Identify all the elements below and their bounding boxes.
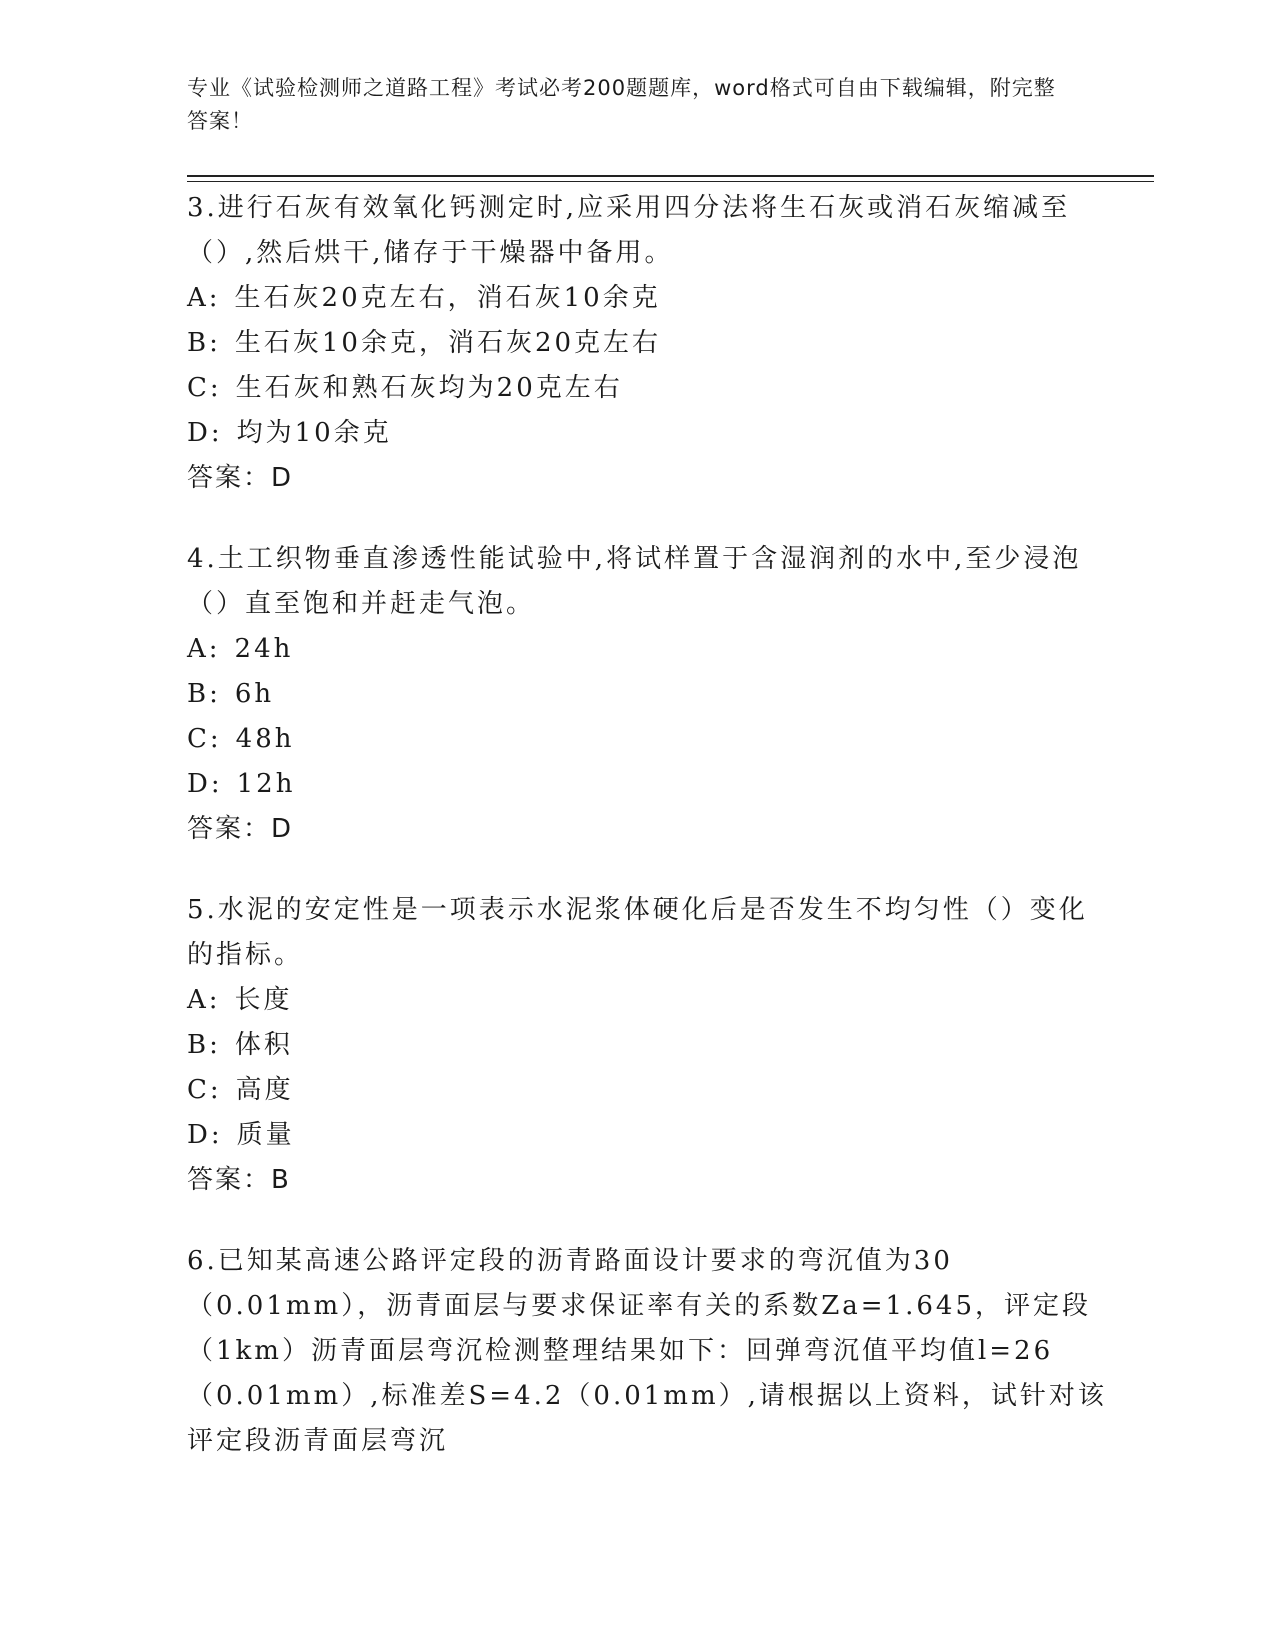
option-text: 6h (234, 679, 275, 709)
option-d (187, 1113, 1107, 1158)
option-letter: D: (187, 769, 223, 799)
option-letter: C: (187, 724, 222, 754)
document-header: 专业《试验检测师之道路工程》考试必考200题题库，word格式可自由下载编辑，附完整答案！ (187, 76, 1056, 133)
option-letter: C: (187, 373, 222, 403)
option-text: 48h (235, 724, 295, 754)
option-b (187, 321, 1107, 366)
header-divider-thin (187, 181, 1154, 182)
option-text: 生石灰和熟石灰均为20克左右 (235, 373, 623, 403)
option-text: 质量 (236, 1120, 295, 1150)
question-stem: 4.土工织物垂直渗透性能试验中,将试样置于含湿润剂的水中,至少浸泡（）直至饱和并赶走气泡。 (187, 544, 1082, 619)
option-letter: D: (187, 1120, 223, 1150)
question-5 (187, 888, 1107, 1203)
option-b (187, 672, 1107, 717)
question-stem: 5.水泥的安定性是一项表示水泥浆体硬化后是否发生不均匀性（）变化的指标。 (187, 895, 1088, 970)
question-6 (187, 1239, 1107, 1464)
option-letter: A: (187, 634, 221, 664)
question-stem: 6.已知某高速公路评定段的沥青路面设计要求的弯沉值为30（0.01mm），沥青面层与要求保证率有关的系数Za=1.645，评定段（1km）沥青面层弯沉检测整理结果如下：回弹弯沉值平均值l=26（0.01mm）,标准差S=4.2（0.01mm）,请根据以上资料，试针对该评定段沥青面层弯沉 (187, 1246, 1107, 1456)
question-3 (187, 186, 1107, 501)
option-d (187, 762, 1107, 807)
answer-line: 答案：B (187, 1165, 291, 1195)
option-text: 生石灰20克左右，消石灰10余克 (234, 283, 661, 313)
header-divider-thick (187, 175, 1154, 177)
option-text: 24h (234, 634, 294, 664)
option-text: 12h (236, 769, 296, 799)
option-letter: B: (187, 1030, 221, 1060)
option-c (187, 1068, 1107, 1113)
option-d (187, 411, 1107, 456)
option-c (187, 717, 1107, 762)
option-letter: B: (187, 328, 221, 358)
answer-line: 答案：D (187, 814, 294, 844)
option-text: 长度 (234, 985, 293, 1015)
option-text: 均为10余克 (236, 418, 392, 448)
option-a (187, 978, 1107, 1023)
answer-line: 答案：D (187, 463, 294, 493)
option-letter: B: (187, 679, 221, 709)
option-letter: A: (187, 283, 221, 313)
question-4 (187, 537, 1107, 852)
option-c (187, 366, 1107, 411)
option-text: 体积 (234, 1030, 293, 1060)
option-a (187, 627, 1107, 672)
question-list (187, 186, 1107, 1500)
option-b (187, 1023, 1107, 1068)
option-text: 高度 (235, 1075, 294, 1105)
option-letter: C: (187, 1075, 222, 1105)
option-letter: D: (187, 418, 223, 448)
option-a (187, 276, 1107, 321)
option-letter: A: (187, 985, 221, 1015)
question-stem: 3.进行石灰有效氧化钙测定时,应采用四分法将生石灰或消石灰缩减至（）,然后烘干,储存于干燥器中备用。 (187, 193, 1071, 268)
option-text: 生石灰10余克，消石灰20克左右 (234, 328, 662, 358)
